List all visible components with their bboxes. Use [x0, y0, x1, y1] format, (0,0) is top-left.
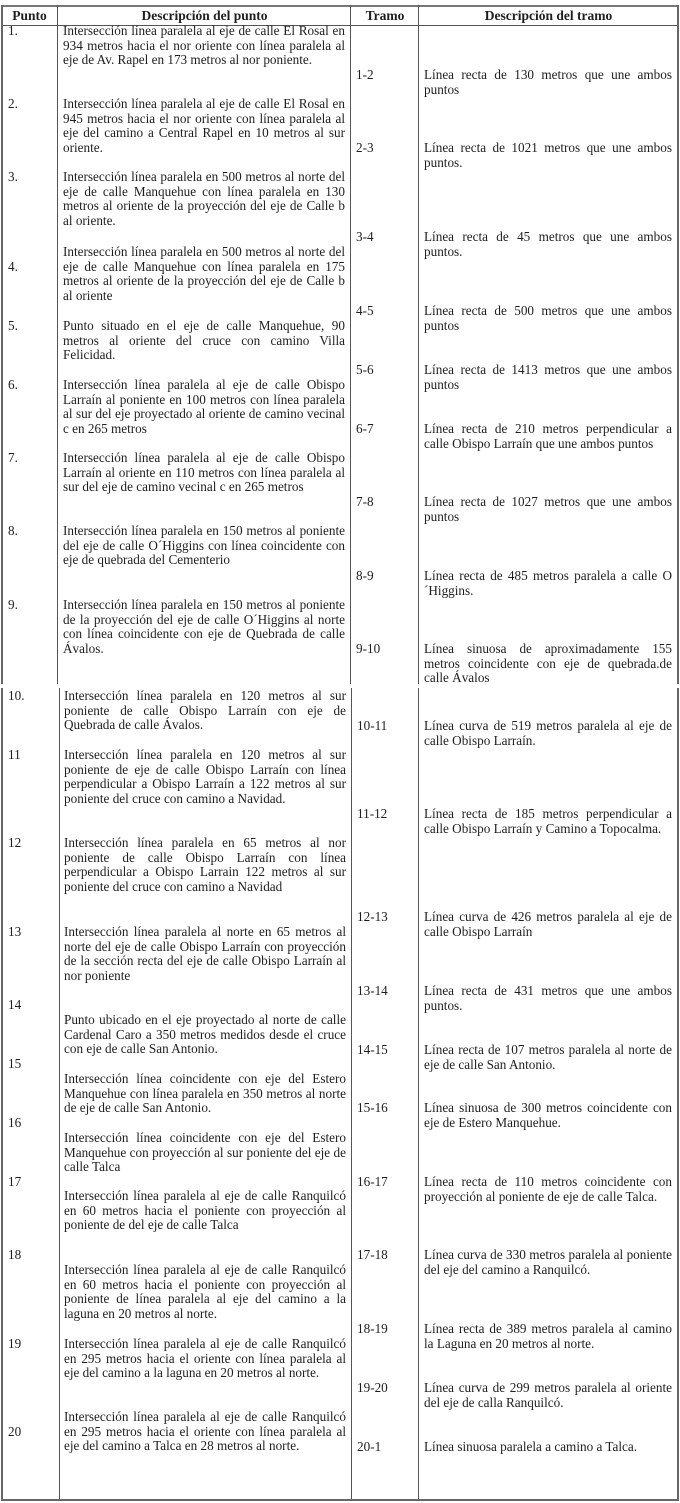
tramo-id: 19-20: [357, 1380, 388, 1395]
column-divider: [59, 688, 60, 1500]
tramo-id: 7-8: [356, 494, 374, 509]
tramo-id: 5-6: [356, 362, 374, 377]
tramo-description: Línea recta de 485 metros paralela a calle O´Higgins.: [424, 568, 672, 598]
tramo-id: 1-2: [356, 67, 374, 82]
tramo-id: 4-5: [356, 303, 374, 318]
punto-number: 8.: [8, 523, 18, 538]
punto-number: 12: [8, 835, 22, 850]
tramo-id: 17-18: [357, 1247, 388, 1262]
column-divider: [418, 688, 419, 1500]
punto-number: 17: [8, 1174, 22, 1189]
tramo-description: Línea curva de 519 metros paralela al eje de calle Obispo Larraín.: [424, 718, 672, 748]
punto-description: Intersección línea paralela en 500 metros al norte del eje de calle Manquehue con línea paralela en 175 metros al oriente de la proyección del eje de Calle b al oriente: [63, 244, 345, 303]
tramo-description: Línea recta de 210 metros perpendicular a calle Obispo Larraín que une ambos puntos: [424, 421, 672, 451]
tramo-id: 3-4: [356, 229, 374, 244]
column-divider: [350, 5, 351, 684]
punto-number: 3.: [8, 169, 18, 184]
tramo-id: 13-14: [357, 983, 388, 998]
punto-number: 4.: [8, 259, 18, 274]
tramo-id: 20-1: [357, 1439, 382, 1454]
tramo-description: Línea recta de 500 metros que une ambos puntos: [424, 303, 672, 333]
border-bottom: [1, 1499, 679, 1501]
tramo-id: 10-11: [357, 718, 388, 733]
punto-number: 16: [8, 1115, 22, 1130]
punto-description: Intersección línea paralela en 500 metros al norte del eje de calle Manquehue con línea paralela en 130 metros al oriente de la proyección del eje de Calle b al oriente.: [63, 169, 345, 228]
punto-description: Punto situado en el eje de calle Manquehue, 90 metros al oriente del cruce con camino Villa Felicidad.: [63, 318, 345, 363]
tramo-id: 18-19: [357, 1321, 388, 1336]
tramo-id: 11-12: [357, 806, 388, 821]
punto-description: Intersección línea coincidente con eje del Estero Manquehue con proyección al sur poniente del eje de calle Talca: [64, 1130, 346, 1175]
punto-number: 18: [8, 1247, 22, 1262]
punto-description: Intersección línea paralela al eje de calle Ranquilcó en 60 metros hacia el poniente con proyección al poniente de línea paralela al eje del camino a la laguna en 20 metros al norte.: [64, 1262, 346, 1321]
punto-number: 13: [8, 924, 22, 939]
tramo-description: Línea curva de 299 metros paralela al oriente del eje de calla Ranquilcó.: [424, 1380, 672, 1410]
punto-description: Intersección línea paralela al eje de calle Obispo Larraín al oriente en 110 metros con línea paralela al sur del eje de camino vecinal c en 265 metros: [63, 450, 345, 495]
punto-number: 5.: [8, 318, 18, 333]
punto-number: 7.: [8, 450, 18, 465]
punto-description: Intersección línea paralela en 150 metros al poniente del eje de calle O´Higgins con línea coincidente con eje de quebrada del Cementerio: [63, 523, 345, 568]
tramo-id: 6-7: [356, 421, 374, 436]
punto-description: Intersección línea paralela en 65 metros al nor poniente de calle Obispo Larraín con línea perpendicular a Obispo Larrain 122 metros al sur poniente del cruce con camino a Navidad: [64, 835, 346, 894]
tramo-description: Línea recta de 1413 metros que une ambos puntos: [424, 362, 672, 392]
border-right: [677, 5, 679, 684]
tramo-description: Línea recta de 185 metros perpendicular a calle Obispo Larraín y Camino a Topocalma.: [424, 806, 672, 836]
tramo-description: Línea recta de 431 metros que une ambos puntos.: [424, 983, 672, 1013]
punto-number: 1.: [8, 23, 18, 38]
header-descripcion-punto: Descripción del punto: [141, 8, 268, 23]
punto-description: Intersección línea paralela al eje de calle Ranquilcó en 60 metros hacia el poniente con proyección al poniente de del eje de calle Talca: [64, 1188, 346, 1233]
tramo-id: 12-13: [357, 909, 388, 924]
punto-description: Intersección línea paralela en 150 metros al poniente de la proyección del eje de calle O´Higgins al norte con línea coincidente con eje de Quebrada de calle Ávalos.: [63, 597, 345, 656]
punto-description: Intersección línea paralela en 120 metros al sur poniente de calle Obispo Larraín con eje de Quebrada de calle Ávalos.: [64, 688, 346, 733]
punto-number: 6.: [8, 377, 18, 392]
tramo-description: Línea recta de 130 metros que une ambos puntos: [424, 67, 672, 97]
punto-number: 15: [8, 1056, 22, 1071]
punto-number: 2.: [8, 96, 18, 111]
tramo-description: Línea recta de 45 metros que une ambos puntos.: [424, 229, 672, 259]
border-right: [677, 688, 679, 1500]
tramo-description: Línea recta de 1027 metros que une ambos puntos: [424, 494, 672, 524]
border-left: [1, 5, 3, 684]
punto-description: Intersección línea coincidente con eje del Estero Manquehue con línea paralela en 350 metros al norte de eje de calle San Antonio.: [64, 1071, 346, 1116]
tramo-description: Línea recta de 389 metros paralela al camino la Laguna en 20 metros al norte.: [424, 1321, 672, 1351]
tramo-id: 16-17: [357, 1174, 388, 1189]
tramo-description: Línea recta de 110 metros coincidente con proyección al poniente de eje de calle Talca.: [424, 1174, 672, 1204]
header-tramo: Tramo: [365, 8, 405, 23]
column-divider: [57, 5, 58, 684]
tramo-description: Línea recta de 1021 metros que une ambos puntos.: [424, 140, 672, 170]
tramo-description: Línea curva de 330 metros paralela al poniente del eje del camino a Ranquilcó.: [424, 1247, 672, 1277]
tramo-id: 9-10: [356, 641, 381, 656]
punto-number: 20: [8, 1424, 22, 1439]
punto-description: Intersección línea paralela al eje de calle El Rosal en 934 metros hacia el nor oriente con línea paralela al eje de Av. Rapel en 173 metros al nor poniente.: [63, 23, 345, 68]
punto-description: Intersección línea paralela al eje de calle Obispo Larraín al poniente en 100 metros con línea paralela al sur del eje proyectado al oriente de camino vecinal c en 265 metros: [63, 377, 345, 436]
punto-number: 9.: [8, 597, 18, 612]
tramo-description: Línea sinuosa de 300 metros coincidente con eje de Estero Manquehue.: [424, 1100, 672, 1130]
punto-number: 19: [8, 1336, 22, 1351]
tramo-id: 2-3: [356, 140, 374, 155]
tramo-id: 14-15: [357, 1042, 388, 1057]
tramo-id: 15-16: [357, 1100, 388, 1115]
punto-description: Intersección línea paralela al norte en 65 metros al norte del eje de calle Obispo Larraín con proyección de la sección recta del eje de calle Obispo Larraín al nor poniente: [64, 924, 346, 983]
punto-description: Punto ubicado en el eje proyectado al norte de calle Cardenal Caro a 350 metros medidos desde el cruce con eje de calle San Antonio.: [64, 1012, 346, 1057]
tramo-description: Línea sinuosa paralela a camino a Talca.: [424, 1439, 638, 1454]
header-punto: Punto: [12, 8, 47, 23]
column-divider: [418, 5, 419, 684]
border-left: [1, 688, 3, 1500]
tramo-description: Línea curva de 426 metros paralela al eje de calle Obispo Larraín: [424, 909, 672, 939]
column-divider: [351, 688, 352, 1500]
punto-description: Intersección línea paralela al eje de calle Ranquilcó en 295 metros hacia el oriente con línea paralela al eje del camino a la laguna en 20 metros al norte.: [64, 1336, 346, 1381]
punto-number: 14: [8, 997, 22, 1012]
punto-number: 10.: [8, 688, 25, 703]
punto-number: 11: [8, 747, 21, 762]
tramo-description: Línea recta de 107 metros paralela al norte de eje de calle San Antonio.: [424, 1042, 672, 1072]
punto-description: Intersección línea paralela en 120 metros al sur poniente de eje de calle Obispo Larraín con línea perpendicular a Obispo Larraín a 122 metros al sur poniente del cruce con camino a Navidad.: [64, 747, 346, 806]
tramo-id: 8-9: [356, 568, 374, 583]
punto-description: Intersección línea paralela al eje de calle Ranquilcó en 295 metros hacia el oriente con línea paralela al eje del camino a Talca en 28 metros al norte.: [64, 1409, 346, 1454]
punto-description: Intersección línea paralela al eje de calle El Rosal en 945 metros hacia el nor oriente con línea paralela al eje del camino a Central Rapel en 10 metros al sur oriente.: [63, 96, 345, 155]
header-descripcion-tramo: Descripción del tramo: [484, 8, 613, 23]
tramo-description: Línea sinuosa de aproximadamente 155 metros coincidente con eje de quebrada.de calle Ávalos: [424, 641, 672, 686]
